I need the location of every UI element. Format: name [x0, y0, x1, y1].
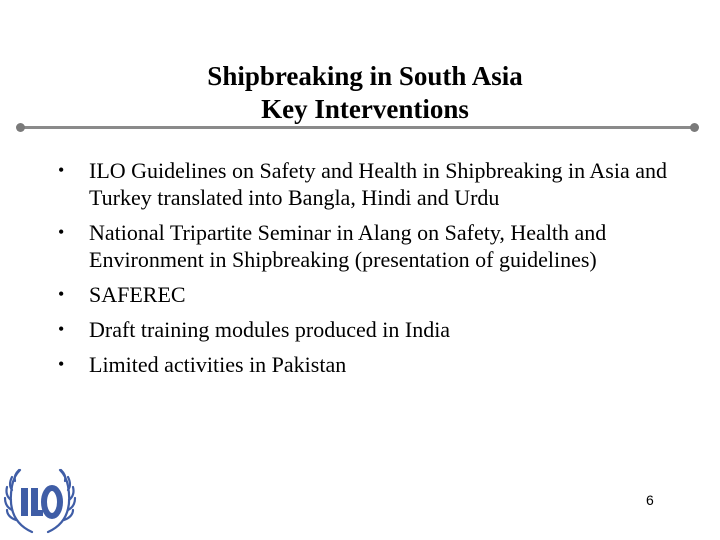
- bullet-dot: •: [58, 319, 65, 339]
- bullet-dot: •: [58, 284, 65, 304]
- bullet-text: ILO Guidelines on Safety and Health in Shipbreaking in Asia and Turkey translated into Bangla, Hindi and Urdu: [89, 158, 667, 210]
- bullet-text: Draft training modules produced in India: [89, 317, 451, 342]
- page-number: 6: [646, 492, 654, 508]
- bullet-text: Limited activities in Pakistan: [89, 352, 347, 377]
- bullet-dot: •: [58, 354, 65, 374]
- title-divider: [22, 126, 694, 129]
- bullet-item: [58, 157, 678, 211]
- bullet-item: [58, 316, 678, 343]
- bullet-dot: •: [58, 160, 65, 180]
- bullet-item: [58, 281, 678, 308]
- bullet-item: [58, 219, 678, 273]
- title-line-1: Shipbreaking in South Asia: [207, 61, 523, 91]
- bullet-dot: •: [58, 222, 65, 242]
- slide-title: [100, 60, 630, 126]
- bullet-text: National Tripartite Seminar in Alang on Safety, Health and Environment in Shipbreaking (presentation of guidelines): [89, 220, 607, 272]
- ilo-logo-icon: [2, 462, 78, 538]
- divider-right-end: [690, 123, 699, 132]
- divider-left-end: [16, 123, 25, 132]
- bullet-list: [58, 157, 678, 386]
- title-line-2: Key Interventions: [261, 94, 469, 124]
- bullet-item: [58, 351, 678, 378]
- bullet-text: SAFEREC: [89, 282, 186, 307]
